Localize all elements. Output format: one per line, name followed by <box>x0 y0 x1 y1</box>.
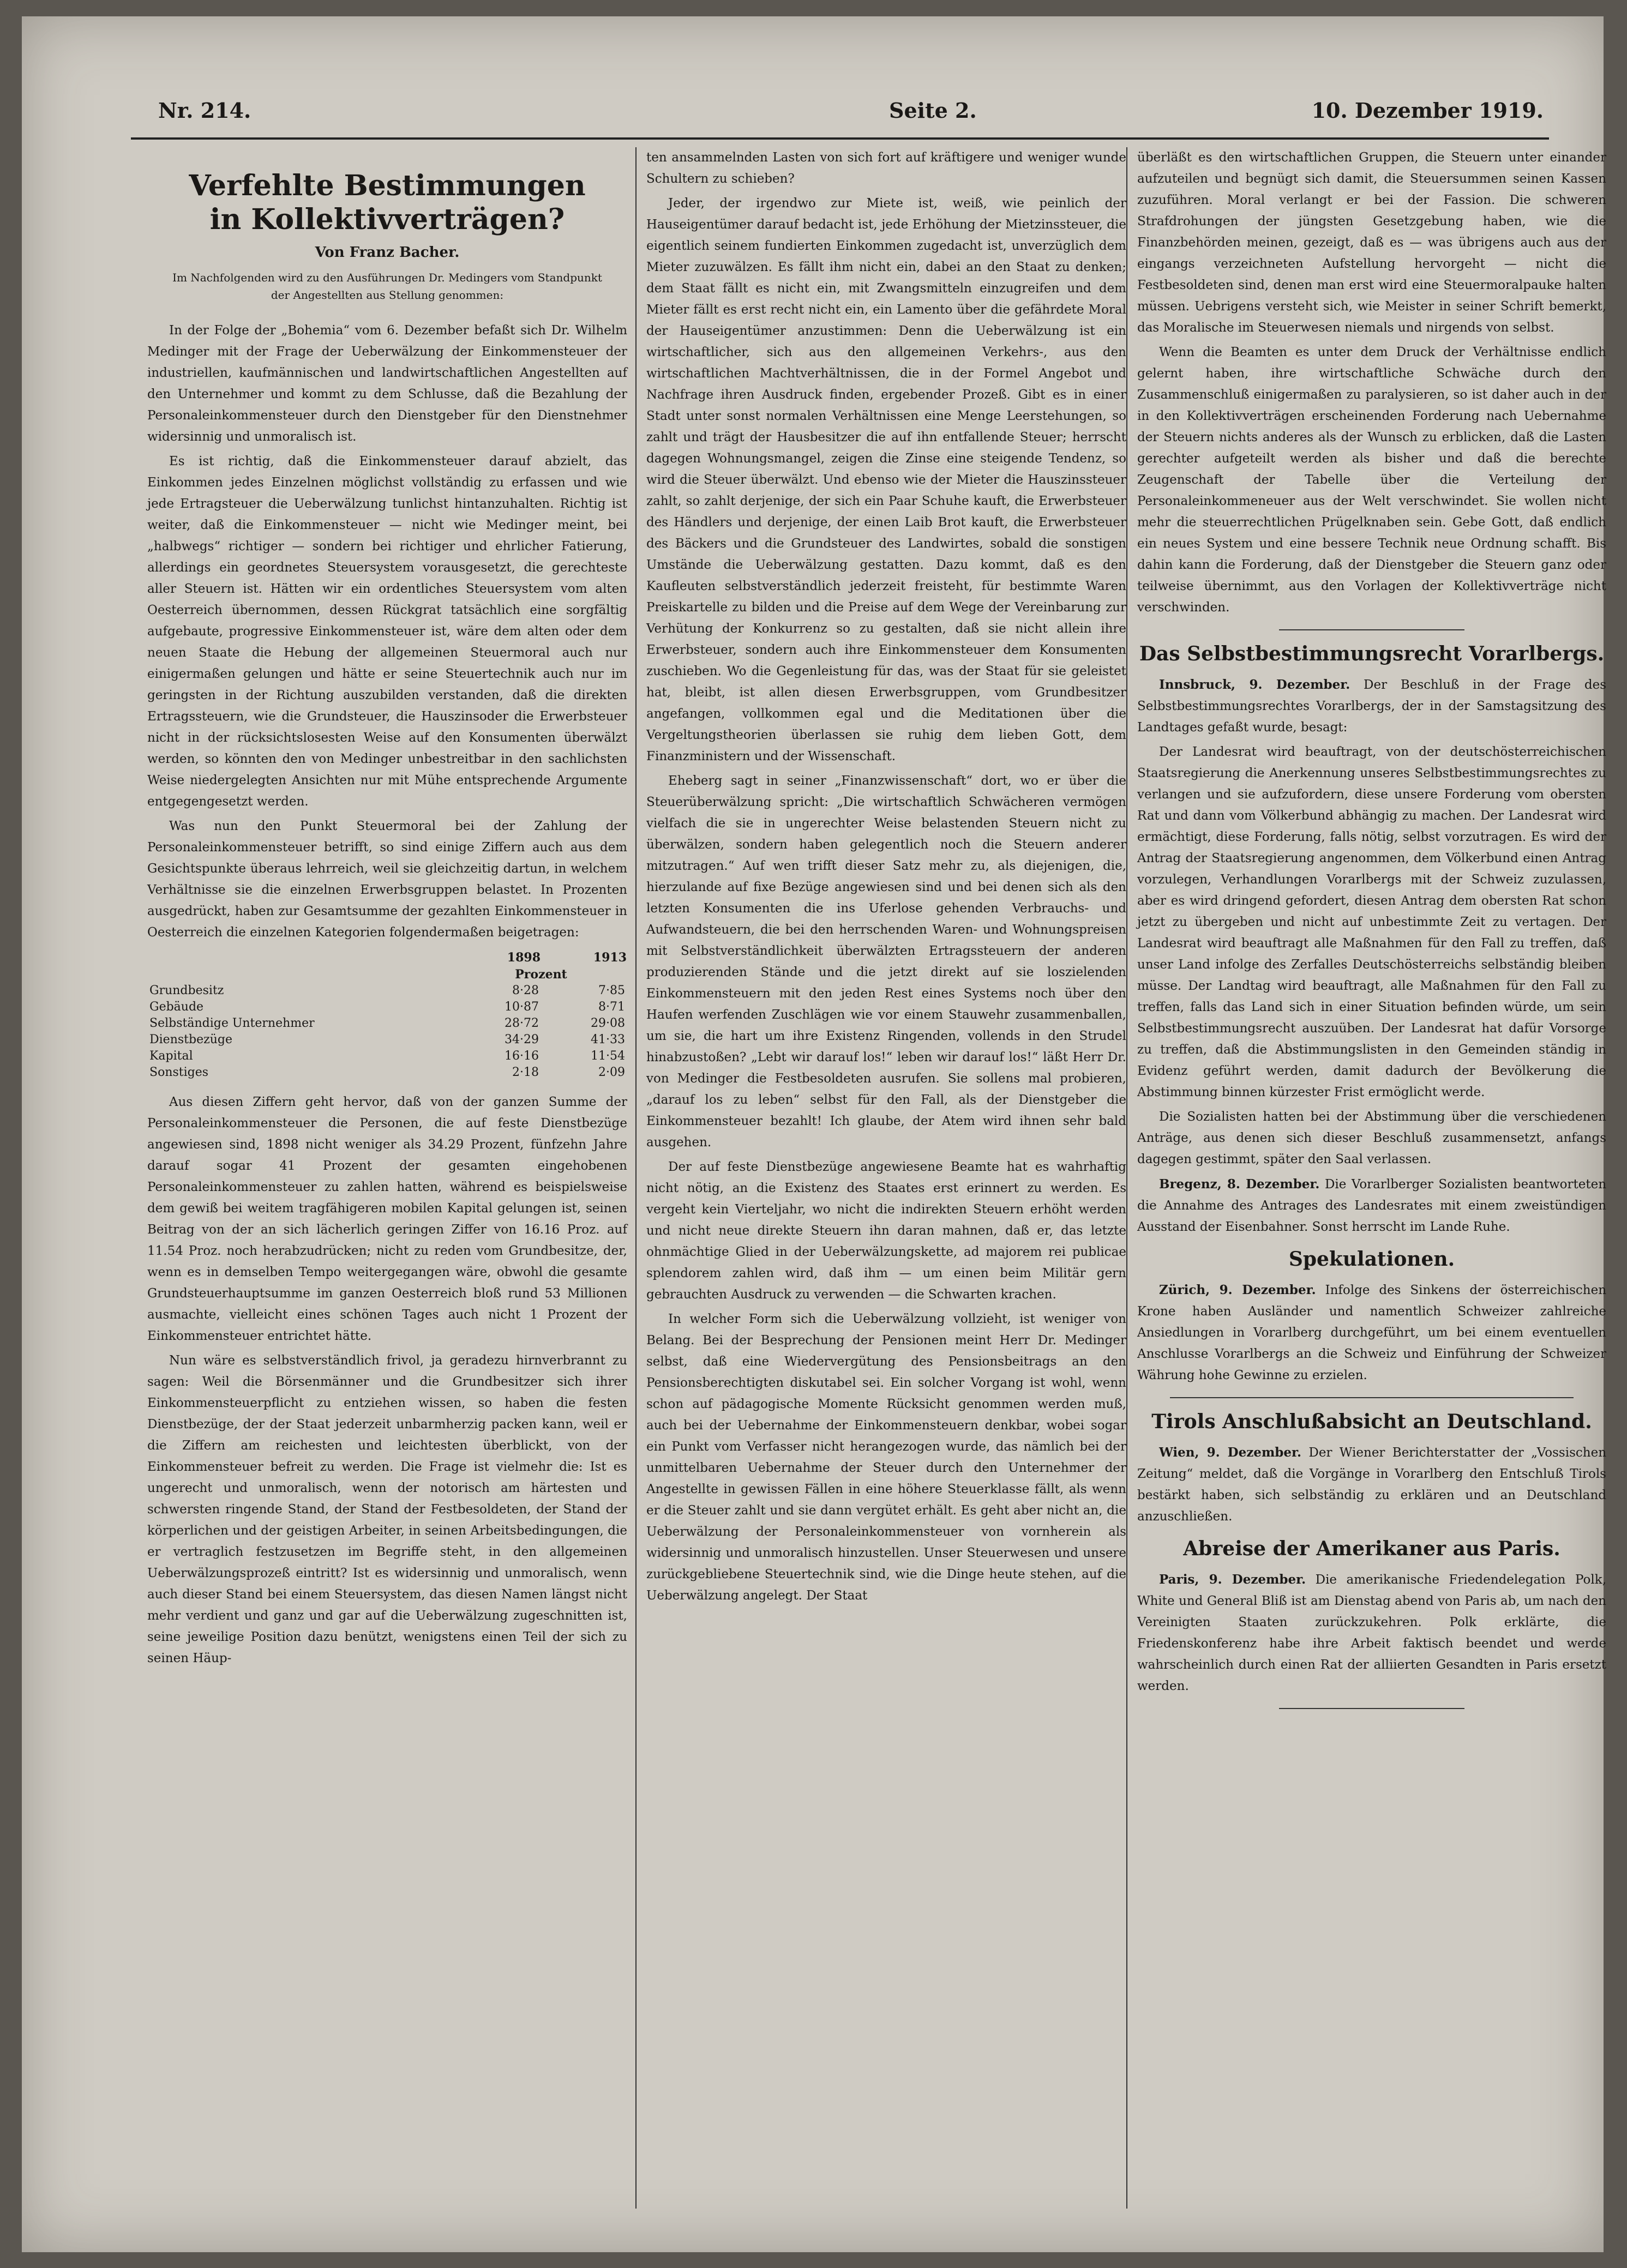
issue-number: Nr. 214. <box>158 98 251 123</box>
paragraph: Nun wäre es selbstverständlich frivol, ja geradezu hirnverbrannt zu sagen: Weil die Börsenmänner und die Grundbesitzer sich ihrer Einkommensteuerpflicht zu entziehen wissen, so haben die festen Dienstbezüge, der der Staat jederzeit unbarmherzig packen kann, weil er die Ziffern am reichesten und leichtesten überblickt, von der Einkommensteuer befreit zu werden. Die Frage ist vielmehr die: Ist es ungerecht und unmoralisch, wenn der notorisch am härtesten und schwersten ringende Stand, der Stand der Festbesoldeten, der Stand der körperlichen und der geistigen Arbeiter, in seinen Arbeitsbedingungen, die er vertraglich festzusetzen im Begriffe steht, in den allgemeinen Ueberwälzungsprozeß eintritt? Ist es widersinnig und unmoralisch, wenn auch dieser Stand bei einem Steuersystem, das diesen Namen längst nicht mehr verdient und ganz und gar auf die Ueberwälzung zugeschnitten ist, seine jeweilige Position dazu benützt, wenigstens einen Teil der sich zu seinen Häup- <box>147 1353 627 1665</box>
table-row: Dienstbezüge 34·29 41·33 <box>149 1033 625 1046</box>
paragraph: Der Wiener Berichterstatter der „Vossischen Zeitung“ meldet, daß die Vorgänge in Vorarlberg den Entschluß Tirols bestärkt haben, sich selbständig zu erklären und an Deutschland anzuschließen. <box>1137 1446 1607 1524</box>
dateline: Innsbruck, 9. Dezember. <box>1159 677 1350 692</box>
column-divider <box>635 147 637 2209</box>
section-divider <box>1170 1397 1574 1398</box>
column-1 <box>147 147 627 1673</box>
paragraph: Aus diesen Ziffern geht hervor, daß von der ganzen Summe der Personaleinkommensteuer die Personen, die auf feste Dienstbezüge angewiesen sind, 1898 nicht weniger als 34.29 Prozent, fünfzehn Jahre darauf sogar 41 Prozent der gesamten eingehobenen Personaleinkommensteuer zu zahlen hatten, während es beispielsweise dem gewiß bei weitem tragfähigeren mobilen Kapital gelungen ist, seinen Beitrag von der an sich lächerlich geringen Ziffer von 16.16 Proz. auf 11.54 Proz. noch herabzudrücken; nicht zu reden vom Grundbesitze, der, wenn es in demselben Tempo weitergegangen wäre, obwohl die gesamte Grundsteuerhauptsumme im ganzen Oesterreich bloß rund 53 Millionen ausmachte, vielleicht eines schönen Tages auch nicht 1 Prozent der Einkommensteuer entrichtet hätte. <box>147 1095 627 1343</box>
paragraph: Jeder, der irgendwo zur Miete ist, weiß, wie peinlich der Hauseigentümer darauf bedacht ist, jede Erhöhung der Mietzinssteuer, die eigentlich seinem fundierten Einkommen zugedacht ist, unverzüglich dem Mieter zuzuwälzen. Es fällt ihm nicht ein, dabei an den Staat zu denken; dem Staat fällt es nicht ein, mit Zwangsmitteln einzugreifen und dem Mieter fällt es erst recht nicht ein, ein Lamento über die gefährdete Moral der Hauseigentümer anzustimmen: Denn die Ueberwälzung ist ein wirtschaftlicher, sich aus den allgemeinen Verkehrs-, aus den wirtschaftlichen Machtverhältnissen, die in der Formel Angebot und Nachfrage ihren Ausdruck finden, ergebender Prozeß. Gibt es in einer Stadt unter sonst normalen Verhältnissen eine Menge Leerstehungen, so zahlt und trägt der Hausbesitzer die auf ihn entfallende Steuer; herrscht dagegen Wohnungsmangel, zeigen die Zinse eine steigende Tendenz, so wird die Steuer überwälzt. Und ebenso wie der Mieter die Hauszinssteuer zahlt, so zahlt derjenige, der sich ein Paar Schuhe kauft, die Erwerbsteuer des Händlers und derjenige, der einen Laib Brot kauft, die Erwerbsteuer des Bäckers und die Grundsteuer des Landwirtes, sobald die sonstigen Umstände die Ueberwälzung gestatten. Dazu kommt, daß es den Kaufleuten selbstverständlich jederzeit freisteht, für bestimmte Waren Preiskartelle zu bilden und die Preise auf dem Wege der Vereinbarung zur Verhütung der Konkurrenz so zu gestalten, daß sie nicht allein ihre Erwerbsteuer, sondern auch ihre Einkommensteuer dem Konsumenten zuschieben. Wo die Gegenleistung für das, was der Staat für sie geleistet hat, bleibt, ist allen diesen Erwerbsgruppen, vom Grundbesitzer angefangen, vollkommen egal und die Meditationen über die Vergeltungstheorien überlassen sie ruhig dem lieben Gott, dem Finanzministern und der Wissenschaft. <box>646 196 1126 763</box>
table-row: Grundbesitz 8·28 7·85 <box>149 984 625 997</box>
page-number: Seite 2. <box>889 98 977 123</box>
table-header: 1898 1913 <box>507 950 627 965</box>
article-title: Tirols Anschlußabsicht an Deutschland. <box>1151 1410 1592 1433</box>
paragraph: überläßt es den wirtschaftlichen Gruppen, die Steuern unter einander aufzuteilen und begnügt sich damit, die Steuersummen seinen Kassen zuzuführen. Moral verlangt er bei der Fassion. Die schweren Strafdrohungen der jüngsten Gesetzgebung haben, wie die Finanzbehörden meinen, gezeigt, daß es — was übrigens auch aus der eingangs verzeichneten Aufstellung hervorgeht — nicht die Festbesoldeten sind, denen man erst wird eine Steuermoralpauke halten müssen. Uebrigens versteht sich, wie Meister in seiner Schrift bemerkt, das Moralische im Steuerwesen niemals und nirgends von selbst. <box>1137 151 1606 335</box>
paragraph: Was nun den Punkt Steuermoral bei der Zahlung der Personaleinkommensteuer betrifft, so sind einige Ziffern auch aus dem Gesichtspunkte überaus lehrreich, weil sie gleichzeitig dartun, in welchem Verhältnisse sie die einzelnen Erwerbsgruppen belastet. In Prozenten ausgedrückt, haben zur Gesamtsumme der gezahlten Einkommensteuer in Oesterreich die einzelnen Kategorien folgendermaßen beigetragen: <box>147 819 627 940</box>
dateline: Zürich, 9. Dezember. <box>1159 1283 1316 1297</box>
article-title: Verfehlte Bestimmungen in Kollektivverträgen? <box>189 169 586 236</box>
newspaper-page <box>22 16 1607 2252</box>
header-rule <box>131 137 1549 140</box>
paragraph: In der Folge der „Bohemia“ vom 6. Dezember befaßt sich Dr. Wilhelm Medinger mit der Frage der Ueberwälzung der Einkommensteuer der industriellen, kaufmännischen und landwirtschaftlichen Angestellten auf den Unternehmer und kommt zu dem Schlusse, daß die Bezahlung der Personaleinkommensteuer durch den Dienstgeber für den Dienstnehmer widersinnig und unmoralisch ist. <box>147 323 627 444</box>
dateline: Bregenz, 8. Dezember. <box>1159 1177 1320 1192</box>
table-row: Sonstiges 2·18 2·09 <box>149 1066 625 1079</box>
issue-date: 10. Dezember 1919. <box>1311 98 1544 123</box>
dateline: Paris, 9. Dezember. <box>1159 1572 1306 1587</box>
paragraph: Die Sozialisten hatten bei der Abstimmung über die verschiedenen Anträge, aus denen sich dieser Beschluß zusammensetzt, anfangs dagegen gestimmt, später den Saal verlassen. <box>1137 1110 1606 1166</box>
column-divider <box>1126 147 1127 2209</box>
paragraph: Die amerikanische Friedendelegation Polk, White und General Bliß ist am Dienstag abend von Paris ab, um nach den Vereinigten Staaten zurückzukehren. Polk erklärte, die Friedenskonferenz habe ihre Arbeit faktisch beendet und werde wahrscheinlich durch einen Rat der alliierten Gesandten in Paris ersetzt werden. <box>1137 1573 1606 1693</box>
table-row: Gebäude 10·87 8·71 <box>149 1000 625 1014</box>
paragraph: Es ist richtig, daß die Einkommensteuer darauf abzielt, das Einkommen jedes Einzelnen möglichst vollständig zu erfassen und wie jede Ertragsteuer die Ueberwälzung tunlichst hintanzuhalten. Richtig ist weiter, daß die Einkommensteuer — nicht wie Medinger meint, bei „halbwegs“ richtiger — sondern bei richtiger und ehrlicher Fatierung, allerdings ein geordnetes Steuersystem vorausgesetzt, die gerechteste aller Steuern ist. Hätten wir ein ordentliches Steuersystem vom alten Oesterreich übernommen, dessen Rückgrat tatsächlich eine sorgfältig aufgebaute, progressive Einkommensteuer ist, wäre dem alten oder dem neuen Staate die Hebung der allgemeinen Steuermoral auch nur einigermaßen gelungen und hätte er seine Steuertechnik auch nur im geringsten in der Richtung auszubilden verstanden, daß die direkten Ertragssteuern, wie die Grundsteuer, die Hauszinsoder die Erwerbsteuer nicht in der rücksichtslosesten Weise auf den Konsumenten überwälzt werden, so könnten den von Medinger unbestreitbar in den sachlichsten Weise niedergelegten Ansichten nur mit Mühe entsprechende Argumente entgegengesetzt werden. <box>147 454 627 809</box>
article-title: Das Selbstbestimmungsrecht Vorarlbergs. <box>1139 642 1605 665</box>
paragraph: In welcher Form sich die Ueberwälzung vollzieht, ist weniger von Belang. Bei der Besprechung der Pensionen meint Herr Dr. Medinger selbst, daß eine Wiedervergütung des Pensionsbeitrags an den Pensionsberechtigten diskutabel sei. Ein solcher Vorgang ist wohl, wenn schon auf pädagogische Momente Rücksicht genommen werden muß, auch bei der Uebernahme der Einkommensteuern denkbar, wobei sogar ein Punkt vom Verfasser nicht herangezogen wurde, das nämlich bei der unmittelbaren Uebernahme der Steuer durch den Unternehmer der Angestellte in gewissen Fällen in eine höhere Steuerklasse fällt, als wenn er die Steuer zahlt und sie dann vergütet erhält. Es geht aber nicht an, die Ueberwälzung der Personaleinkommensteuer von vornherein als widersinnig und unmoralisch hinzustellen. Unser Steuerwesen und unsere zurückgebliebene Steuertechnik sind, wie die Dinge heute stehen, auf die Ueberwälzung angelegt. Der Staat <box>646 1312 1126 1603</box>
column-3 <box>1137 147 1606 1720</box>
column-2 <box>646 147 1126 1610</box>
editor-note: Im Nachfolgenden wird zu den Ausführungen Dr. Medingers vom Standpunkt der Angestellten aus Stellung genommen: <box>172 271 602 302</box>
paragraph: ten ansammelnden Lasten von sich fort auf kräftigere und weniger wunde Schultern zu schieben? <box>646 151 1126 186</box>
article-title: Spekulationen. <box>1288 1248 1455 1271</box>
tax-share-table <box>147 949 627 1081</box>
table-row: Selbständige Unternehmer 28·72 29·08 <box>149 1016 625 1030</box>
section-divider <box>1279 629 1464 630</box>
page-header <box>125 98 1560 131</box>
section-divider <box>1279 1708 1464 1709</box>
paragraph: Infolge des Sinkens der österreichischen Krone haben Ausländer und namentlich Schweizer zahlreiche Ansiedlungen in Vorarlberg durchgeführt, um bei einem eventuellen Anschlusse Vorarlbergs an die Schweiz und Einführung der Schweizer Währung hohe Gewinne zu erzielen. <box>1137 1283 1607 1382</box>
byline: Von Franz Bacher. <box>315 244 460 261</box>
paragraph: Wenn die Beamten es unter dem Druck der Verhältnisse endlich gelernt haben, ihre wirtschaftliche Schwäche durch den Zusammenschluß einigermaßen zu paralysieren, so ist daher auch in der in den Kollektivverträgen erscheinenden Forderung nach Uebernahme der Steuern nichts anderes als der Wunsch zu erblicken, daß die Lasten gerechter aufgeteilt werden als bisher und daß die berechte Zeugenschaft der Tabelle über die Verteilung der Personaleinkommeneuer aus der Welt verschwindet. Sie wollen nicht mehr die steuerrechtlichen Prügelknaben sein. Gebe Gott, daß endlich ein neues System und eine bessere Technik neue Ordnung schafft. Bis dahin kann die Forderung, daß der Dienstgeber die Steuern ganz oder teilweise übernimmt, aus den Vorlagen der Kollektivverträge nicht verschwinden. <box>1137 345 1606 615</box>
paragraph: Der Beschluß in der Frage des Selbstbestimmungsrechtes Vorarlbergs, der in der Samstagsitzung des Landtages gefaßt wurde, besagt: <box>1137 678 1607 735</box>
article-title: Abreise der Amerikaner aus Paris. <box>1183 1537 1560 1560</box>
paragraph: Eheberg sagt in seiner „Finanzwissenschaft“ dort, wo er über die Steuerüberwälzung spricht: „Die wirtschaftlich Schwächeren vermögen vielfach die sie in ungerechter Weise belastenden Steuern nicht zu überwälzen, sondern haben gelegentlich noch die Steuern anderer mitzutragen.“ Auf wen trifft dieser Satz mehr zu, als diejenigen, die, hierzulande auf fixe Bezüge angewiesen sind und bei denen sich als den letzten Konsumenten die ins Uferlose gehenden Verbrauchs- und Aufwandsteuern, die bei den herrschenden Waren- und Wohnungspreisen mit Selbstverständlichkeit überwälzten Ertragssteuern der anderen produzierenden Stände und die jetzt direkt auf sie loszielenden Einkommensteuern mit den jeden Rest eines Systems noch über den Haufen werfenden Zuschlägen wie vor einem Stauwehr zusammenballen, um sie, die hart um ihre Existenz Ringenden, vollends in den Strudel hinabzustoßen? „Lebt wir darauf los!“ leben wir darauf los!“ läßt Herr Dr. von Medinger die Festbesoldeten ausrufen. Sie sollens mal probieren, „darauf los zu leben“ selbst für den Fall, als der Dienstgeber die Einkommensteuer bezahlt! Ich glaube, der Atem wird ihnen sehr bald ausgehen. <box>646 774 1126 1150</box>
paragraph: Der auf feste Dienstbezüge angewiesene Beamte hat es wahrhaftig nicht nötig, an die Existenz des Staates erst erinnert zu werden. Es vergeht kein Vierteljahr, wo nicht die indirekten Steuern erhöht werden und nicht neue direkte Steuern ihn daran mahnen, daß er, das letzte ohnmächtige Glied in der Ueberwälzungskette, ad majorem rei publicae splendorem zahlen wird, daß ihm — um einen beim Militär gern gebrauchten Ausdruck zu verwenden — die Schwarten krachen. <box>646 1160 1126 1302</box>
table-unit: Prozent <box>515 967 567 982</box>
paragraph: Der Landesrat wird beauftragt, von der deutschösterreichischen Staatsregierung die Anerkennung unseres Selbstbestimmungsrechtes zu verlangen und sie aufzufordern, diese unsere Forderung vom obersten Rat und dann vom Völkerbund abhängig zu machen. Der Landesrat wird ermächtigt, diese Forderung, falls nötig, selbst vorzutragen. Es wird der Antrag der Staatsregierung angenommen, dem Völkerbund einen Antrag vorzulegen, Verhandlungen Vorarlbergs mit der Schweiz zuzulassen, aber es wird dringend gefordert, diesen Antrag dem obersten Rat schon jetzt zu übergeben und nicht auf unbestimmte Zeit zu vertagen. Der Landesrat wird beauftragt alle Maßnahmen für den Fall zu treffen, daß unser Land infolge des Zerfalles Deutschösterreichs selbständig bleiben müsse. Der Landtag wird beauftragt, alle Maßnahmen für den Fall zu treffen, falls das Land sich in einer Situation befinden würde, um sein Selbstbestimmungsrecht auszuüben. Der Landesrat hat dafür Vorsorge zu treffen, daß die Abstimmungslisten in den Gemeinden ständig in Evidenz geführt werden, damit dadurch der Bevölkerung die Abstimmung binnen kürzester Frist ermöglicht werde. <box>1137 745 1606 1099</box>
paragraph: Die Vorarlberger Sozialisten beantworteten die Annahme des Antrages des Landesrates mit einem zweistündigen Ausstand der Eisenbahner. Sonst herrscht im Lande Ruhe. <box>1137 1177 1607 1234</box>
table-row: Kapital 16·16 11·54 <box>149 1049 625 1063</box>
dateline: Wien, 9. Dezember. <box>1159 1445 1302 1460</box>
